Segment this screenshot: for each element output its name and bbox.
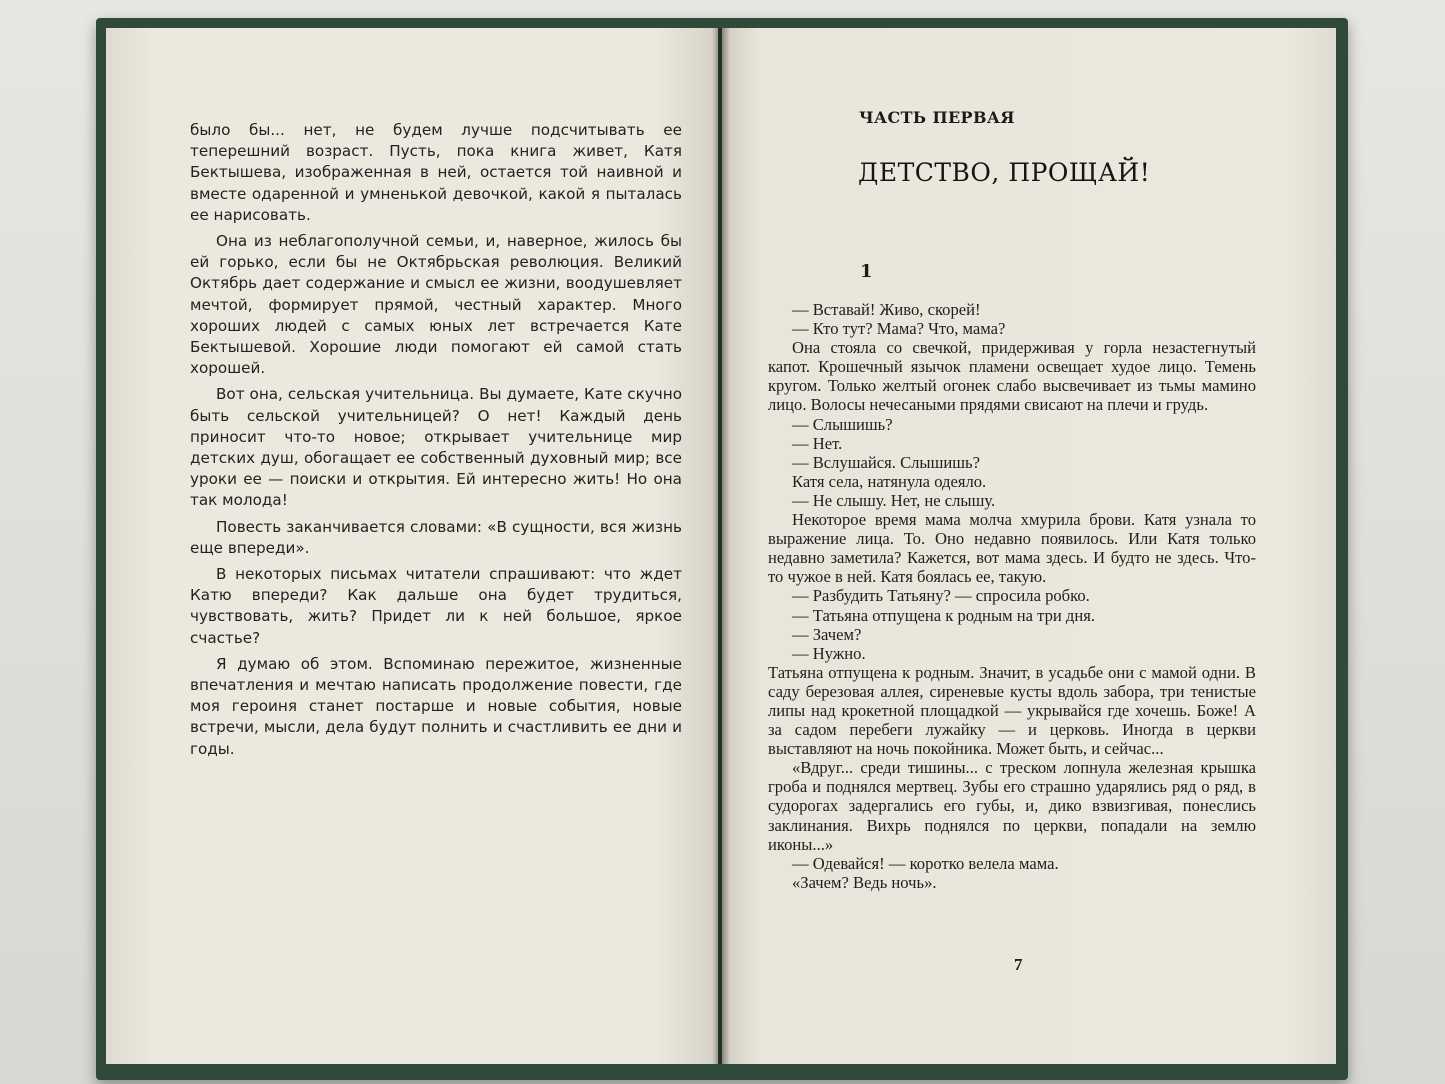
right-page-text [768, 300, 1256, 892]
right-paragraph: Некоторое время мама молча хмурила брови. Катя узнала то выражение лица. То. Оно недавно появилось. Или Катя только недавно заметила? Кажется, вот мама здесь. И будто не здесь. Что-то чужое в ней. Катя боялась ее, такую. [768, 510, 1256, 587]
right-paragraph: Она стояла со свечкой, придерживая у горла незастегнутый капот. Крошечный язычок пламени освещает худое лицо. Темень кругом. Только желтый огонек слабо высвечивает из тьмы мамино лицо. Волосы нечесаными прядями свисают на плечи и грудь. [768, 338, 1256, 415]
right-paragraph: — Зачем? [792, 624, 862, 644]
story-title: ДЕТСТВО, ПРОЩАЙ! [858, 158, 1151, 187]
right-paragraph: — Кто тут? Мама? Что, мама? [792, 319, 1006, 339]
chapter-number: 1 [860, 261, 873, 282]
right-paragraph: — Нет. [792, 433, 843, 453]
left-paragraph-1: было бы... нет, не будем лучше подсчитывать ее теперешний возраст. Пусть, пока книга живет, Катя Бектышева, изображенная в ней, остается той наивной и вместе одаренной и умненькой девочкой, какой я пыталась ее нарисовать. [190, 121, 682, 224]
part-title: ЧАСТЬ ПЕРВАЯ [859, 108, 1015, 127]
right-paragraph: — Татьяна отпущена к родным на три дня. [792, 605, 1096, 625]
right-paragraph: — Вслушайся. Слышишь? [792, 452, 980, 472]
left-page [106, 28, 718, 1064]
right-paragraph: — Нужно. [792, 643, 866, 663]
right-paragraph: Катя села, натянула одеяло. [792, 471, 987, 491]
left-paragraph-3: Вот она, сельская учительница. Вы думаете, Кате скучно быть сельской учительницей? О нет! Каждый день приносит что-то новое; открывает учительнице мир детских душ, обогащает ее собственный духовный мир; все уроки ее — поиски и открытия. Ей интересно жить! Но она так молода! [190, 385, 682, 510]
page-number: 7 [1014, 955, 1023, 974]
right-paragraph: «Зачем? Ведь ночь». [792, 872, 937, 892]
right-paragraph: — Вставай! Живо, скорей! [792, 300, 981, 319]
left-page-text [190, 120, 682, 765]
left-paragraph-4: Повесть заканчивается словами: «В сущности, вся жизнь еще впереди». [190, 517, 682, 557]
left-paragraph-6: Я думаю об этом. Вспоминаю пережитое, жизненные впечатления и мечтаю написать продолжение повести, где моя героиня станет постарше и новые события, новые встречи, мысли, дела будут полнить и счастливить ее дни и годы. [190, 654, 682, 758]
right-paragraph: «Вдруг... среди тишины... с треском лопнула железная крышка гроба и поднялся мертвец. Зубы его страшно ударялись ряд о ряд, в судорогах задергались его губы, и, дико взвизгивая, понеслись заклинания. Вихрь поднялся по церкви, попадали на землю иконы...» [768, 758, 1256, 854]
left-paragraph-2: Она из неблагополучной семьи, и, наверное, жилось бы ей горько, если бы не Октябрьская революция. Великий Октябрь дает содержание и смысл ее жизни, воодушевляет мечтой, формирует прямой, честный характер. Много хороших людей с самых юных лет встречается Кате Бектышевой. Хорошие люди помогают ей самой стать хорошей. [190, 232, 682, 378]
right-paragraph: — Слышишь? [792, 414, 893, 434]
book-spine-shadow [712, 28, 730, 1064]
right-page [722, 28, 1336, 1064]
left-paragraph-5: В некоторых письмах читатели спрашивают: что ждет Катю впереди? Как дальше она будет трудиться, чувствовать, жить? Придет ли к ней большое, яркое счастье? [190, 565, 682, 647]
right-paragraph: — Одевайся! — коротко велела мама. [792, 853, 1059, 873]
right-paragraph: Татьяна отпущена к родным. Значит, в усадьбе они с мамой одни. В саду березовая аллея, сиреневые кусты вдоль забора, три тенистые липы над крокетной площадкой — укрывайся где хочешь. Боже! А за садом перебеги лужайку — и церковь. Иногда в церкви выставляют на ночь покойника. Может быть, и сейчас... [768, 662, 1256, 759]
right-paragraph: — Не слышу. Нет, не слышу. [792, 490, 996, 510]
right-paragraph: — Разбудить Татьяну? — спросила робко. [792, 586, 1090, 606]
